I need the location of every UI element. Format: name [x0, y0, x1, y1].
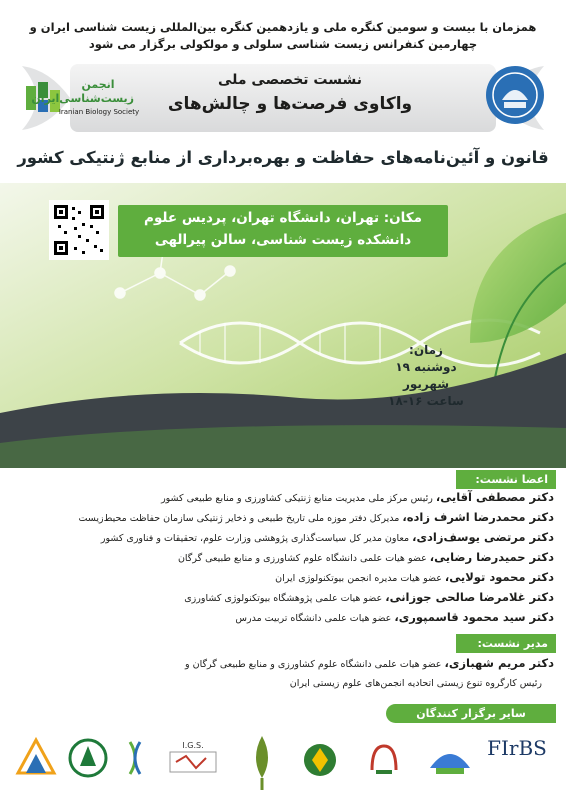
- moderator-desc-1: عضو هیات علمی دانشگاه علوم کشاورزی و منابع طبیعی گرگان و: [185, 659, 445, 670]
- time-hour: ساعت ۱۶-۱۸: [388, 394, 464, 408]
- header-line-2: چهارمین کنفرانس زیست شناسی سلولی و مولکولی برگزار می شود: [88, 37, 478, 51]
- member-desc: عضو هیات علمی پژوهشگاه بیوتکنولوژی کشاورزی: [184, 593, 386, 604]
- society-name-fa-1: انجمن: [81, 78, 115, 91]
- time-day: دوشنبه ۱۹ شهریور: [395, 360, 457, 391]
- university-tehran-logo: [484, 64, 546, 126]
- organizer-logo-1: [18, 740, 54, 773]
- location-line-1: مکان: تهران، دانشگاه تهران، پردیس علوم: [144, 210, 422, 226]
- member-item: [14, 610, 554, 626]
- organizers-section-label: سایر برگزار کنندگان: [386, 704, 556, 723]
- member-item: [14, 570, 554, 586]
- member-item: [14, 550, 554, 566]
- organizer-logo-3: [130, 742, 140, 774]
- session-banner: [10, 58, 556, 138]
- qr-code[interactable]: [49, 200, 109, 260]
- member-desc: معاون مدیر کل سیاست‌گذاری پژوهشی وزارت علوم، تحقیقات و فناوری کشور: [100, 533, 413, 544]
- member-item: [14, 530, 554, 546]
- main-title: قانون و آئین‌نامه‌های حفاظت و بهره‌برداری از منابع ژنتیکی کشور: [17, 148, 549, 167]
- organizer-logo-7: [372, 746, 396, 774]
- member-name: دکتر حمیدرضا رضایی،: [429, 550, 554, 564]
- member-item: [14, 510, 554, 526]
- member-name: دکتر مصطفی آقایی،: [435, 490, 554, 504]
- time-block: [376, 342, 476, 410]
- moderator-item: [14, 656, 554, 672]
- member-item: [14, 590, 554, 606]
- moderator-desc-2: رئیس کارگروه تنوع زیستی اتحادیه انجمن‌های علوم زیستی ایران: [289, 678, 542, 689]
- organizer-logo-6: [304, 744, 336, 776]
- members-section-label: اعضا نشست:: [456, 470, 556, 489]
- member-desc: عضو هیات علمی دانشگاه علوم کشاورزی و منابع طبیعی گرگان: [177, 553, 430, 564]
- organizer-logo-8: [430, 754, 470, 774]
- session-title-2: واکاوی فرصت‌ها و چالش‌های: [167, 94, 413, 114]
- society-name-en: Iranian Biology Society: [58, 108, 140, 116]
- member-name: دکتر غلامرضا صالحی جوزانی،: [385, 590, 554, 604]
- session-title-1: نشست تخصصی ملی: [218, 72, 362, 88]
- member-name: دکتر محمدرضا اشرف زاده،: [402, 510, 554, 524]
- member-desc: عضو هیات علمی دانشگاه تربیت مدرس: [235, 613, 395, 624]
- member-name: دکتر سید محمود قاسمپوری،: [394, 610, 554, 624]
- igs-text: I.G.S.: [182, 741, 204, 750]
- moderator-name: دکتر مریم شهبازی،: [444, 656, 554, 670]
- organizer-logo-5: [256, 736, 268, 790]
- location-box: [118, 205, 448, 257]
- organizer-logo-igs: [170, 752, 216, 772]
- time-label: زمان:: [409, 343, 443, 357]
- society-name-fa-2: زیست‌شناسی‌ایران: [31, 92, 134, 105]
- firbs-logo: FIrBS: [487, 736, 547, 760]
- member-desc: عضو هیات مدیره انجمن بیوتکنولوژی ایران: [275, 573, 445, 584]
- member-name: دکتر محمود تولایی،: [444, 570, 554, 584]
- organizer-logos: [0, 728, 566, 800]
- member-name: دکتر مرتضی یوسف‌زادی،: [412, 530, 554, 544]
- member-desc: رئیس مرکز ملی مدیریت منابع ژنتیکی کشاورزی و منابع طبیعی کشور: [161, 493, 436, 504]
- location-line-2: دانشکده زیست شناسی، سالن پیرالهی: [154, 232, 412, 248]
- header-line-1: همزمان با بیست و سومین کنگره ملی و یازدهمین کنگره بین‌المللی زیست شناسی ایران و: [29, 20, 537, 34]
- moderator-section-label: مدیر نشست:: [456, 634, 556, 653]
- organizer-logo-2: [70, 740, 106, 776]
- member-item: [14, 490, 554, 506]
- member-desc: مدیرکل دفتر موزه ملی تاریخ طبیعی و ذخایر ژنتیکی سازمان حفاظت محیط‌زیست: [78, 513, 403, 524]
